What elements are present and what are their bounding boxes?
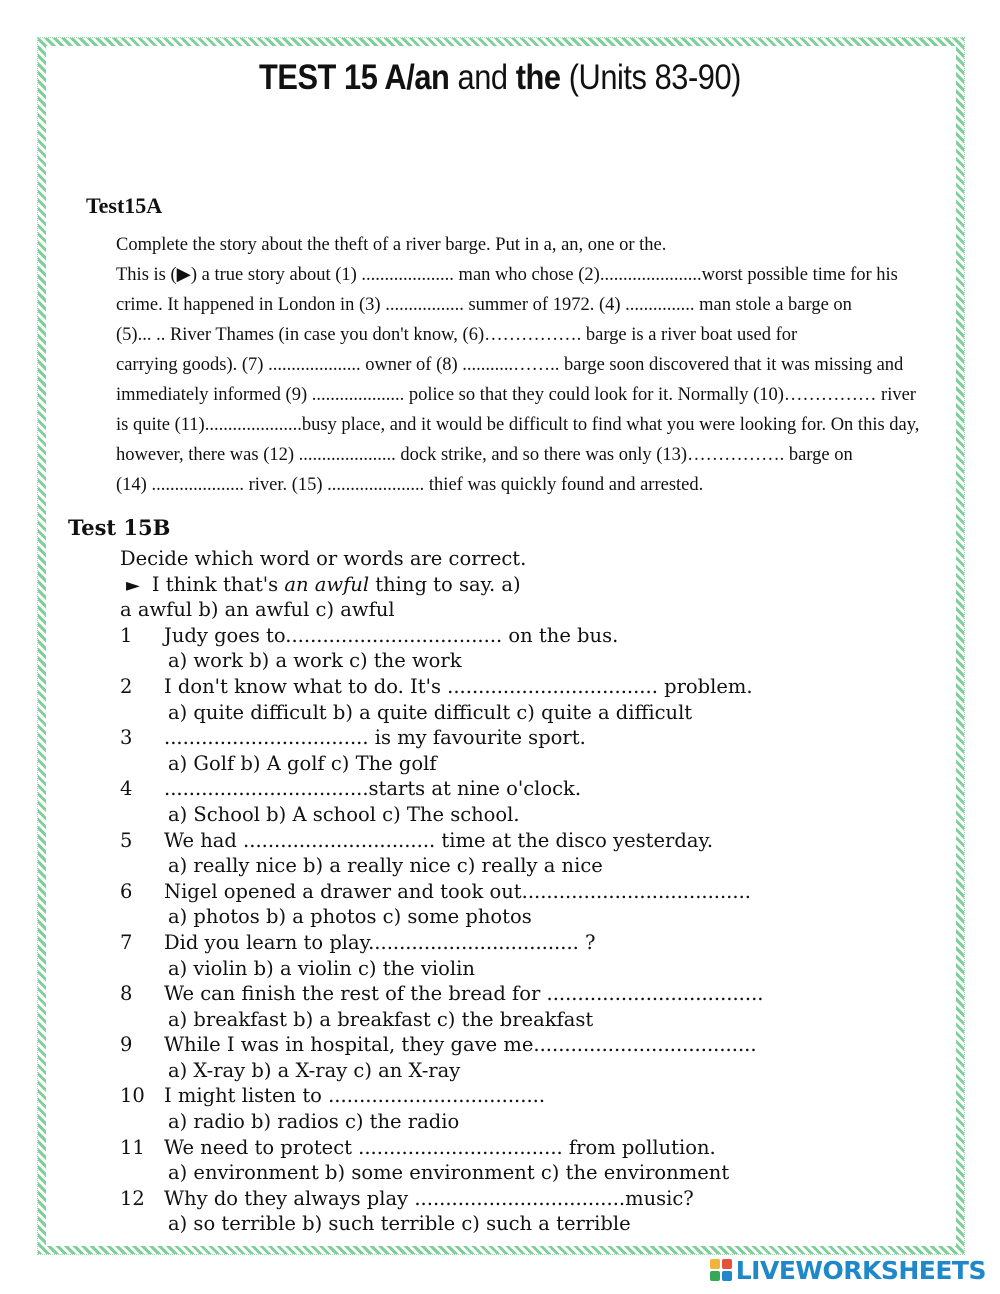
question-text: ................................. is my favourite sport.: [164, 726, 586, 750]
question-number: 9: [120, 1033, 133, 1057]
question-text: Why do they always play ..................................music?: [164, 1186, 694, 1210]
test15b-questions: [120, 546, 940, 1237]
answer-options: a) quite difficult b) a quite difficult c) quite a difficult: [168, 700, 693, 724]
answer-options: a) work b) a work c) the work: [168, 649, 462, 673]
page-title: TEST 15 A/an and the (Units 83-90): [258, 58, 742, 97]
story-line: immediately informed (9) .................... police so that they could look for it. Normally (10)…………… river: [116, 385, 916, 405]
question-text: We need to protect ................................. from pollution.: [164, 1135, 716, 1159]
question-row: [120, 623, 940, 649]
question-text: We had ............................... time at the disco yesterday.: [164, 828, 714, 852]
options-row: [120, 1109, 940, 1135]
question-row: [120, 930, 940, 956]
question-row: [120, 725, 940, 751]
answer-options: a) really nice b) a really nice c) really a nice: [168, 854, 603, 878]
question-number: 5: [120, 828, 133, 852]
answer-options: a) School b) A school c) The school.: [168, 802, 520, 826]
question-row: [120, 879, 940, 905]
example-options: a awful b) an awful c) awful: [120, 598, 395, 622]
question-text: Nigel opened a drawer and took out.....................................: [164, 879, 751, 903]
question-text: I don't know what to do. It's .................................. problem.: [164, 674, 753, 698]
answer-options: a) so terrible b) such terrible c) such a terrible: [168, 1212, 631, 1236]
question-row: [120, 828, 940, 854]
story-line: This is (▶) a true story about (1) .................... man who chose (2)......................worst possible time for his: [116, 265, 898, 285]
story-line: crime. It happened in London in (3) ................. summer of 1972. (4) ............... man stole a barge on: [116, 295, 852, 315]
play-arrow-icon: ►: [126, 574, 140, 596]
question-number: 7: [120, 930, 133, 954]
question-row: [120, 674, 940, 700]
answer-options: a) photos b) a photos c) some photos: [168, 905, 532, 929]
test15a-heading: Test15A: [86, 193, 163, 218]
logo-square: [722, 1271, 732, 1281]
story-line: is quite (11).....................busy place, and it would be difficult to find what you were looking for. On this day,: [116, 415, 920, 435]
logo-icon: [710, 1259, 732, 1281]
question-number: 10: [120, 1084, 145, 1108]
story-line: Complete the story about the theft of a river barge. Put in a, an, one or the.: [116, 235, 667, 255]
test15b-heading: Test 15B: [68, 515, 171, 540]
question-number: 6: [120, 879, 133, 903]
question-row: [120, 1135, 940, 1161]
test15b-instruction: Decide which word or words are correct.: [120, 547, 527, 570]
story-line: (14) .................... river. (15) ..................... thief was quickly found and arrested.: [116, 475, 704, 495]
question-text: While I was in hospital, they gave me....................................: [164, 1033, 757, 1057]
liveworksheets-logo: [710, 1254, 986, 1286]
options-row: [120, 853, 940, 879]
question-row: [120, 981, 940, 1007]
options-row: [120, 1211, 940, 1237]
question-number: 1: [120, 623, 133, 647]
logo-square: [710, 1259, 720, 1269]
question-row: [120, 1083, 940, 1109]
logo-square: [710, 1271, 720, 1281]
options-row: [120, 1058, 940, 1084]
question-number: 4: [120, 777, 133, 801]
question-text: .................................starts at nine o'clock.: [164, 777, 582, 801]
question-row: [120, 776, 940, 802]
options-row: [120, 956, 940, 982]
options-row: [120, 751, 940, 777]
question-number: 11: [120, 1135, 145, 1159]
answer-options: a) X-ray b) a X-ray c) an X-ray: [168, 1058, 461, 1082]
options-row: [120, 1160, 940, 1186]
options-row: [120, 1007, 940, 1033]
answer-options: a) violin b) a violin c) the violin: [168, 956, 475, 980]
question-text: I might listen to ...................................: [164, 1084, 546, 1108]
answer-options: a) Golf b) A golf c) The golf: [168, 751, 437, 775]
answer-options: a) breakfast b) a breakfast c) the breakfast: [168, 1007, 594, 1031]
question-row: [120, 1186, 940, 1212]
example-question: ► I think that's an awful thing to say. a): [120, 572, 940, 598]
question-number: 3: [120, 726, 133, 750]
answer-options: a) radio b) radios c) the radio: [168, 1110, 460, 1134]
question-number: 2: [120, 674, 133, 698]
logo-square: [722, 1259, 732, 1269]
options-row: [120, 648, 940, 674]
question-number: 12: [120, 1186, 145, 1210]
story-line: (5)... .. River Thames (in case you don't know, (6)……………. barge is a river boat used for: [116, 325, 798, 345]
question-number: 8: [120, 982, 133, 1006]
options-row: [120, 700, 940, 726]
options-row: [120, 904, 940, 930]
test15a-story: [116, 230, 920, 500]
options-row: [120, 802, 940, 828]
question-row: [120, 1032, 940, 1058]
brand-name: LIVEWORKSHEETS: [735, 1255, 986, 1285]
question-text: Did you learn to play.................................. ?: [164, 930, 596, 954]
question-text: Judy goes to................................... on the bus.: [164, 623, 619, 647]
question-text: We can finish the rest of the bread for ...................................: [164, 982, 764, 1006]
story-line: however, there was (12) ..................... dock strike, and so there was only (13)……………. barge on: [116, 445, 853, 465]
story-line: carrying goods). (7) .................... owner of (8) ...........…….. barge soon discovered that it was missing and: [116, 355, 904, 375]
answer-options: a) environment b) some environment c) the environment: [168, 1161, 730, 1185]
